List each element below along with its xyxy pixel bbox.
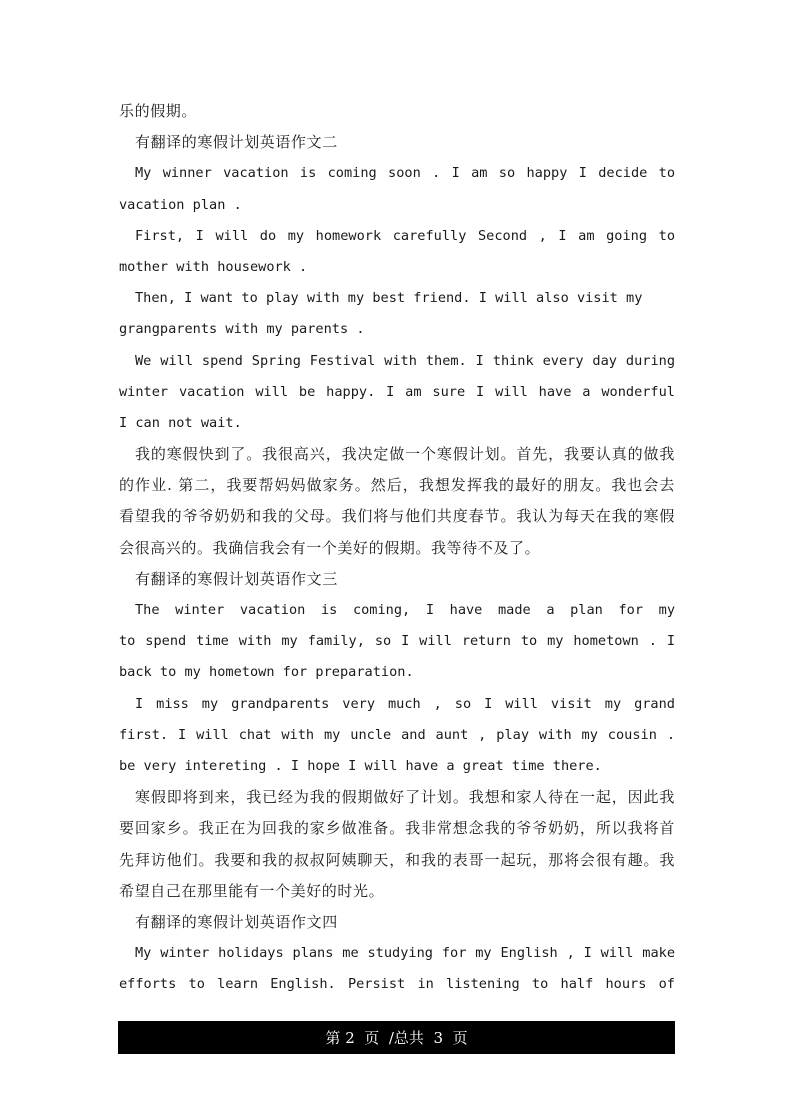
footer-total-label: 总共	[393, 1029, 424, 1047]
text-line: 看望我的爷爷奶奶和我的父母。我们将与他们共度春节。我认为每天在我的寒假	[119, 507, 675, 526]
text-line: I can not wait.	[119, 414, 242, 431]
footer-total-unit: 页	[452, 1029, 468, 1047]
page-footer	[118, 1021, 675, 1054]
text-line: mother with housework .	[119, 258, 308, 275]
text-line: We will spend Spring Festival with them. I think every day during	[135, 352, 675, 369]
text-line: 我的寒假快到了。我很高兴，我决定做一个寒假计划。首先，我要认真的做我	[135, 445, 675, 464]
text-line: be very intereting . I hope I will have a great time there.	[119, 757, 602, 774]
text-line: First, I will do my homework carefully Second , I am going to	[135, 227, 675, 244]
footer-page-unit: 页	[364, 1029, 380, 1047]
text-line: 的作业. 第二，我要帮妈妈做家务。然后，我想发挥我的最好的朋友。我也会去	[119, 476, 675, 495]
footer-prefix: 第	[325, 1029, 341, 1047]
text-line: 有翻译的寒假计划英语作文四	[135, 912, 338, 931]
text-line: My winter holidays plans me studying for my English , I will make	[135, 945, 675, 962]
text-line: efforts to learn English. Persist in listening to half hours of	[119, 976, 675, 993]
text-line: 会很高兴的。我确信我会有一个美好的假期。我等待不及了。	[119, 538, 541, 557]
text-line: My winner vacation is coming soon . I am so happy I decide to	[135, 165, 675, 182]
text-line: 有翻译的寒假计划英语作文三	[135, 569, 338, 588]
text-line: 要回家乡。我正在为回我的家乡做准备。我非常想念我的爷爷奶奶，所以我将首	[119, 819, 675, 838]
text-line: first. I will chat with my uncle and aunt , play with my cousin .	[119, 726, 675, 743]
text-line: 先拜访他们。我要和我的叔叔阿姨聊天，和我的表哥一起玩，那将会很有趣。我	[119, 850, 675, 869]
footer-separator: /	[388, 1028, 394, 1047]
text-line: I miss my grandparents very much , so I will visit my grand	[135, 695, 675, 712]
text-line: to spend time with my family, so I will return to my hometown . I	[119, 633, 675, 650]
text-line: 寒假即将到来，我已经为我的假期做好了计划。我想和家人待在一起，因此我	[135, 788, 675, 807]
text-line: 希望自己在那里能有一个美好的时光。	[119, 881, 385, 900]
text-line: The winter vacation is coming, I have made a plan for my	[135, 602, 675, 618]
footer-total-pages: 3	[433, 1028, 444, 1047]
document-body	[119, 96, 675, 1000]
text-line: winter vacation will be happy. I am sure I will have a wonderful	[119, 383, 675, 400]
text-line: 乐的假期。	[119, 102, 198, 120]
text-line: back to my hometown for preparation.	[119, 664, 414, 681]
text-line: vacation plan .	[119, 196, 242, 213]
text-line: 有翻译的寒假计划英语作文二	[135, 133, 338, 152]
text-line: Then, I want to play with my best friend. I will also visit my	[135, 290, 643, 307]
footer-page-number: 2	[345, 1028, 355, 1047]
text-line: grangparents with my parents .	[119, 321, 365, 338]
